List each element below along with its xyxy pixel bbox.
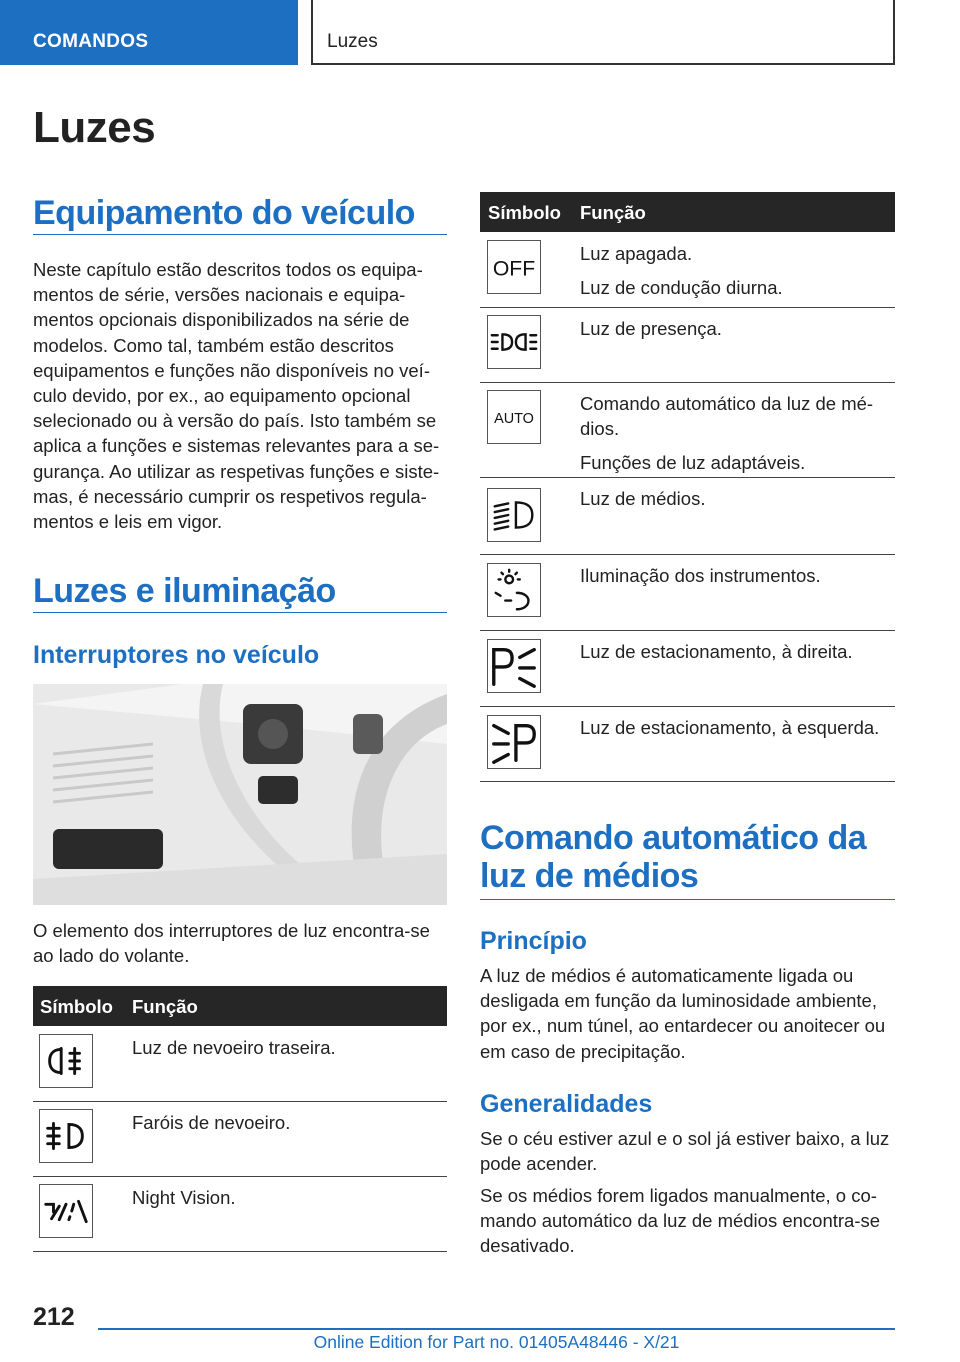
function-text: Luz de estacionamento, à direita. <box>580 641 853 662</box>
text-line: culo devido, por ex., ao equipamento opcional <box>33 385 411 407</box>
column-symbol: Símbolo <box>488 202 561 223</box>
row-function <box>580 486 705 520</box>
text-line: pode acender. <box>480 1153 598 1175</box>
text-line: Se os médios forem ligados manualmente, o co- <box>480 1185 877 1206</box>
table-header <box>33 986 447 1026</box>
row-function <box>132 1185 236 1219</box>
table-row <box>480 232 895 308</box>
table-row <box>480 630 895 707</box>
text-line: desativado. <box>480 1235 575 1257</box>
text-line: Se o céu estiver azul e o sol já estiver baixo, a luz <box>480 1128 890 1149</box>
function-text: dios. <box>580 418 620 439</box>
text-line: selecionado ou à versão do país. Isto também se <box>33 410 437 432</box>
text-line: mentos opcionais disponibilizados na série de <box>33 309 410 331</box>
night-vision-icon <box>39 1184 93 1238</box>
text-line: O elemento dos interruptores de luz encontra-se <box>33 920 430 941</box>
heading-comando-automatico <box>480 819 866 895</box>
function-text: Luz de estacionamento, à esquerda. <box>580 717 880 738</box>
function-text: Comando automático da luz de mé- <box>580 393 874 414</box>
heading-line: luz de médios <box>480 857 699 895</box>
row-function <box>132 1035 336 1069</box>
page-number: 212 <box>33 1303 75 1331</box>
edition-footer: Online Edition for Part no. 01405A48446 - X/21 <box>313 1332 680 1352</box>
auto-icon <box>487 390 541 444</box>
text-line: gurança. Ao utilizar as respetivas funções e siste- <box>33 460 440 482</box>
function-text: Luz de médios. <box>580 488 706 509</box>
table-row <box>480 477 895 555</box>
section-tab <box>0 0 298 65</box>
function-text: Luz de condução diurna. <box>580 277 783 298</box>
text-line: aplica a funções e sistemas relevantes para a se- <box>33 435 440 457</box>
equipamento-paragraph <box>33 257 453 534</box>
heading-equipamento: Equipamento do veículo <box>33 194 415 232</box>
text-line: mas, é necessário cumprir os respetivos regula- <box>33 485 427 507</box>
heading-interruptores: Interruptores no veículo <box>33 641 320 669</box>
row-function <box>132 1110 290 1144</box>
rear-fog-light-icon <box>39 1034 93 1088</box>
text-line: ao lado do volante. <box>33 945 190 967</box>
heading-rule <box>480 899 895 900</box>
function-text: Luz de nevoeiro traseira. <box>132 1037 336 1058</box>
dashboard-illustration <box>33 684 447 905</box>
function-text: Luz de presença. <box>580 318 722 339</box>
generalidades-paragraph-1 <box>480 1126 900 1176</box>
function-text: Luz apagada. <box>580 243 693 264</box>
text-line: A luz de médios é automaticamente ligada ou <box>480 965 854 986</box>
text-line: mentos e leis em vigor. <box>33 511 223 533</box>
page-title: Luzes <box>33 103 156 152</box>
off-icon <box>487 240 541 294</box>
dashboard-photo <box>33 684 447 905</box>
parking-right-icon <box>487 639 541 693</box>
heading-rule <box>33 612 447 613</box>
text-line: em caso de precipitação. <box>480 1040 686 1062</box>
heading-luzes-iluminacao: Luzes e iluminação <box>33 572 336 610</box>
row-function <box>580 391 890 484</box>
function-text: Faróis de nevoeiro. <box>132 1112 291 1133</box>
footer-rule <box>98 1328 895 1330</box>
heading-generalidades: Generalidades <box>480 1090 653 1118</box>
parking-lights-icon <box>487 315 541 369</box>
photo-caption <box>33 918 453 968</box>
text-line: Neste capítulo estão descritos todos os equipa- <box>33 259 423 280</box>
text-line: equipamentos e funções não disponíveis no veí- <box>33 359 430 381</box>
principio-paragraph <box>480 963 900 1064</box>
icon-text: AUTO <box>494 410 534 427</box>
table-row <box>480 307 895 383</box>
table-row <box>33 1026 447 1102</box>
chapter-tab <box>311 0 895 65</box>
low-beam-icon <box>487 488 541 542</box>
chapter-label: Luzes <box>327 31 378 52</box>
row-function <box>580 715 879 749</box>
table-row <box>480 382 895 478</box>
instrument-lighting-icon <box>487 563 541 617</box>
row-function <box>580 241 783 309</box>
column-symbol: Símbolo <box>40 996 113 1017</box>
text-line: mentos de série, versões nacionais e equipa- <box>33 284 406 306</box>
icon-text: OFF <box>492 257 536 281</box>
generalidades-paragraph-2 <box>480 1183 900 1259</box>
heading-principio: Princípio <box>480 927 587 955</box>
row-function <box>580 563 821 597</box>
text-line: modelos. Como tal, também estão descritos <box>33 334 394 356</box>
table-row <box>480 554 895 631</box>
front-fog-light-icon <box>39 1109 93 1163</box>
text-line: desligada em função da luminosidade ambiente, <box>480 990 877 1012</box>
parking-left-icon <box>487 715 541 769</box>
table-row <box>33 1176 447 1252</box>
table-header <box>480 192 895 232</box>
heading-rule <box>33 234 447 235</box>
text-line: mando automático da luz de médios encontra-se <box>480 1210 881 1232</box>
column-function: Função <box>132 996 198 1017</box>
text-line: por ex., num túnel, ao entardecer ou anoitecer ou <box>480 1015 886 1037</box>
function-text: Night Vision. <box>132 1187 236 1208</box>
function-text: Funções de luz adaptáveis. <box>580 452 806 473</box>
row-function <box>580 316 722 350</box>
row-function <box>580 639 853 673</box>
section-label: COMANDOS <box>33 31 149 52</box>
table-row <box>33 1101 447 1177</box>
heading-line: Comando automático da <box>480 819 867 857</box>
column-function: Função <box>580 202 646 223</box>
function-text: Iluminação dos instrumentos. <box>580 565 821 586</box>
table-row <box>480 706 895 782</box>
